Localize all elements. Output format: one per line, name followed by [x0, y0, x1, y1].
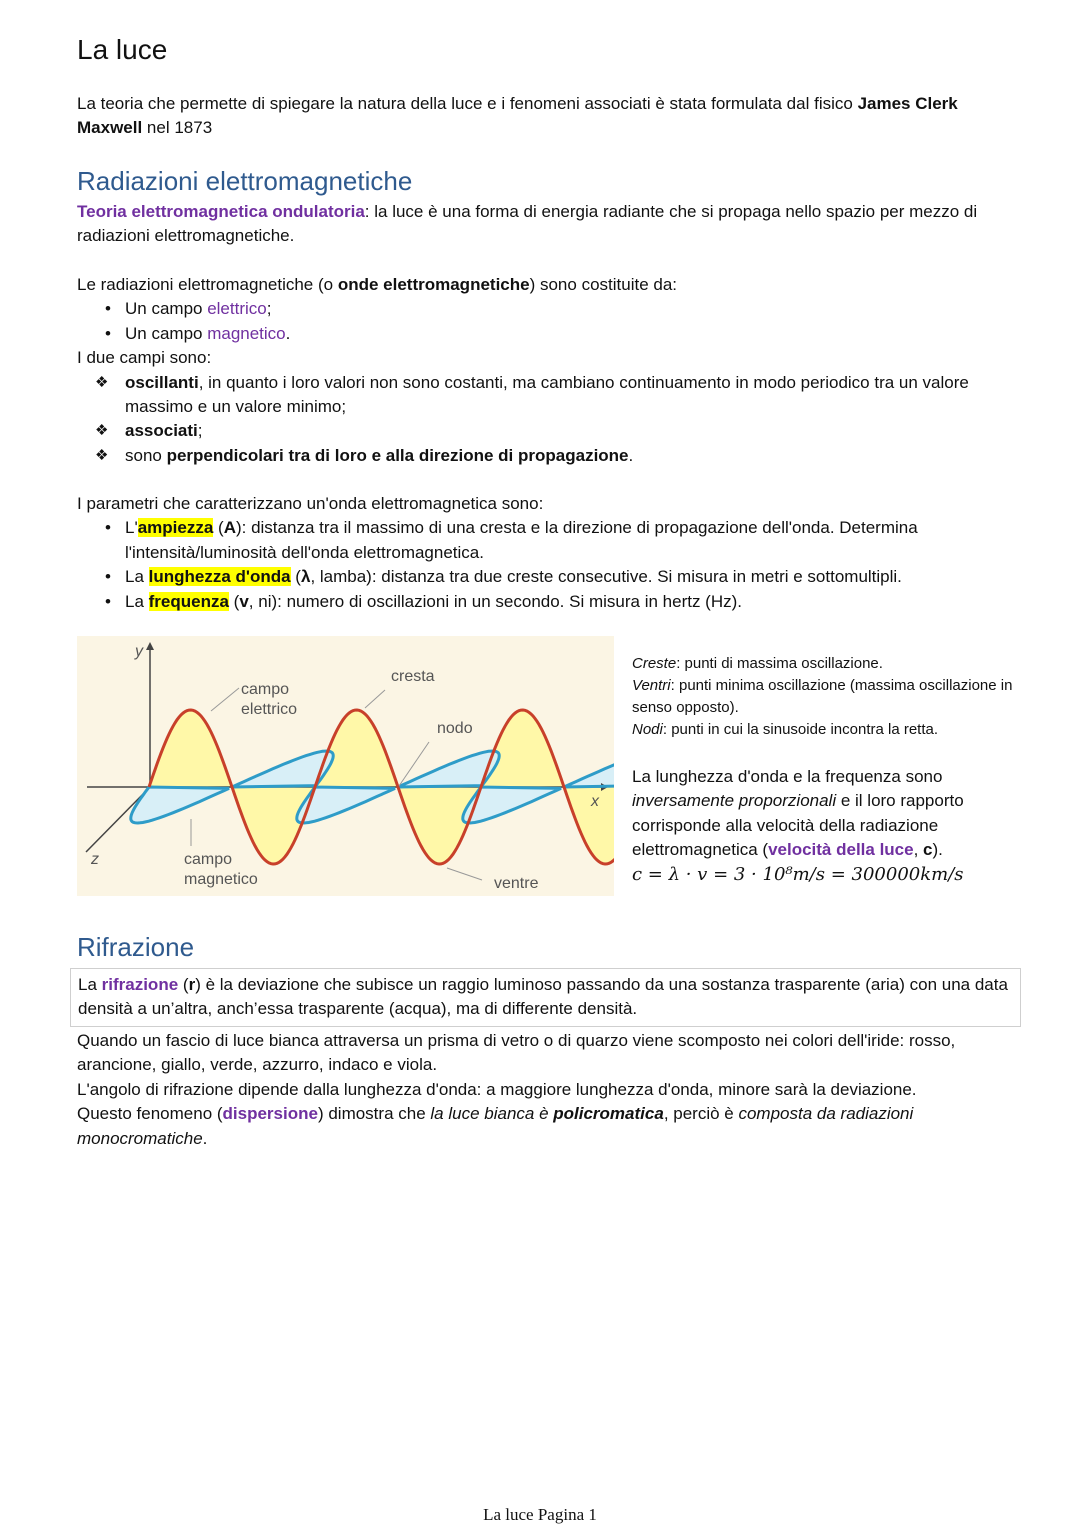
text-segment: ).	[932, 840, 943, 860]
diamond-bullet-icon: ❖	[95, 422, 109, 440]
list-item	[77, 565, 1027, 589]
dispersion-paragraph	[77, 1102, 1027, 1151]
text-segment: ,	[913, 840, 924, 860]
text-segment: Quando un fascio di luce bianca attraversa un prisma di vetro o di quarzo viene scomposto nei colori dell'iride: rosso, arancione, giallo, verde, azzurro, indaco e viola.	[77, 1031, 956, 1075]
text-segment: , ni): numero di oscillazioni in un secondo. Si misura in hertz (Hz).	[248, 591, 742, 611]
wave-definitions	[632, 653, 1032, 741]
speed-of-light-formula: c = λ · v = 3 · 10⁸m/s = 300000km/s	[632, 863, 964, 885]
emphasized-text: oscillanti	[125, 372, 199, 392]
text-segment: ;	[197, 421, 203, 441]
list-item	[77, 371, 1027, 420]
params-block	[77, 492, 1027, 614]
definition-node	[632, 719, 1032, 741]
y-axis-label: y	[135, 643, 143, 660]
bullet-icon: •	[105, 323, 111, 343]
text-segment: La	[125, 567, 149, 587]
text-segment: : la luce è una forma di energia radiante che si propaga nello spazio per mezzo di radiazioni elettromagnetiche.	[77, 202, 978, 246]
text-segment: ) è la deviazione che subisce un raggio luminoso passando da una sostanza trasparente (aria) con una data densità a un’altra, anch’essa trasparente (acqua), ma di differente densità.	[78, 975, 1008, 1019]
emphasized-text: Ventri	[632, 677, 671, 694]
refraction-definition-box	[70, 968, 1021, 1027]
definition-crest	[632, 653, 1032, 675]
text-segment: , lamba): distanza tra due creste consecutive. Si misura in metri e sottomultipli.	[310, 567, 902, 587]
text-segment: (	[228, 591, 240, 611]
emphasized-text: inversamente proporzionali	[632, 791, 837, 811]
emphasized-text: elettrico	[207, 299, 267, 319]
emphasized-text: ampiezza	[137, 518, 214, 538]
intro-paragraph	[77, 92, 1027, 141]
electric-field-label: elettrico	[241, 701, 298, 718]
z-axis-label: z	[91, 851, 99, 868]
section-heading-radiazioni: Radiazioni elettromagnetiche	[77, 166, 413, 196]
bullet-icon: •	[105, 518, 111, 538]
trough-label: ventre	[494, 875, 539, 892]
diamond-bullet-icon: ❖	[95, 373, 109, 391]
emphasized-text: lunghezza d'onda	[148, 567, 291, 587]
page-footer: La luce Pagina 1	[483, 1505, 597, 1524]
emphasized-text: associati	[125, 421, 198, 441]
text-segment: (	[213, 518, 224, 538]
theory-paragraph	[77, 200, 1027, 249]
emphasized-text: perpendicolari tra di loro e alla direzione di propagazione	[166, 445, 629, 465]
text-segment: .	[202, 1128, 208, 1148]
text-segment: Un campo	[125, 323, 208, 343]
emphasized-text: frequenza	[148, 591, 229, 611]
text-segment: ): distanza tra il massimo di una cresta e la direzione di propagazione dell'onda. Determina l'intensità/luminosità dell'onda elettromagnetica.	[125, 518, 918, 562]
text-segment: Questo fenomeno (	[77, 1104, 223, 1124]
bullet-icon: •	[105, 591, 111, 611]
magnetic-field-label: campo	[184, 851, 233, 868]
bullet-icon: •	[105, 567, 111, 587]
angle-paragraph	[77, 1078, 1027, 1102]
fields-intro	[77, 346, 1027, 370]
emphasized-text: velocità della luce	[768, 840, 914, 860]
text-segment: , perciò è	[663, 1104, 739, 1124]
text-segment: Un campo	[125, 299, 208, 319]
section-heading-rifrazione: Rifrazione	[77, 932, 195, 962]
wave-relation	[632, 765, 1032, 887]
text-segment: Le radiazioni elettromagnetiche (o	[77, 275, 338, 294]
list-item	[77, 322, 1027, 346]
fields-block	[77, 273, 1027, 468]
text-segment: L'angolo di rifrazione dipende dalla lunghezza d'onda: a maggiore lunghezza d'onda, minore sarà la deviazione.	[77, 1079, 917, 1099]
text-segment: (	[290, 567, 301, 587]
emphasized-text: A	[223, 518, 236, 538]
x-axis-label: x	[591, 793, 599, 810]
text-segment: .	[285, 323, 291, 343]
text-segment: I parametri che caratterizzano un'onda elettromagnetica sono:	[77, 494, 544, 513]
emphasized-text: Creste	[632, 655, 677, 672]
text-segment: e il loro rapporto corrisponde alla velocità della radiazione elettromagnetica (	[632, 791, 964, 860]
text-segment: : punti minima oscillazione (massima oscillazione in senso opposto).	[632, 677, 1013, 716]
emphasized-text: λ	[300, 567, 311, 587]
emphasized-text: magnetico	[207, 323, 286, 343]
text-segment: nel 1873	[142, 118, 213, 138]
text-segment: I due campi sono:	[77, 348, 212, 368]
text-segment: : punti in cui la sinusoide incontra la retta.	[662, 721, 939, 738]
text-segment: L'	[125, 518, 138, 538]
text-segment: La teoria che permette di spiegare la natura della luce e i fenomeni associati è stata formulata dal fisico	[77, 94, 858, 113]
bullet-icon: •	[105, 299, 111, 319]
node-label: nodo	[437, 720, 473, 737]
emphasized-text: dispersione	[222, 1104, 318, 1124]
electric-field-label: campo	[241, 681, 290, 698]
emphasized-text: v	[239, 591, 249, 611]
emphasized-text: onde elettromagnetiche	[337, 275, 530, 294]
magnetic-field-label: magnetico	[184, 871, 258, 888]
refraction-text	[77, 1029, 1027, 1151]
page-title: La luce	[77, 34, 168, 65]
definition-trough	[632, 675, 1032, 719]
list-item	[77, 590, 1027, 614]
text-segment: La lunghezza d'onda e la frequenza sono	[632, 767, 943, 786]
relation-text	[632, 765, 1032, 863]
text-segment: ) sono costituite da:	[529, 275, 678, 294]
emphasized-text: r	[188, 975, 196, 994]
emphasized-text: composta da radiazioni monocromatiche	[77, 1104, 914, 1148]
params-intro	[77, 492, 1027, 516]
composition-text	[77, 273, 1027, 297]
crest-label: cresta	[391, 668, 435, 685]
em-wave-figure	[77, 636, 614, 896]
text-segment: La	[78, 975, 102, 994]
list-item	[77, 444, 1027, 468]
emphasized-text: Nodi	[632, 721, 663, 738]
text-segment: La	[125, 591, 149, 611]
text-segment: ) dimostra che	[317, 1104, 431, 1124]
emphasized-text: James Clerk Maxwell	[77, 94, 958, 138]
prism-paragraph	[77, 1029, 1027, 1078]
emphasized-text: c	[923, 840, 933, 860]
emphasized-text: Teoria elettromagnetica ondulatoria	[77, 202, 365, 221]
emphasized-text: rifrazione	[101, 975, 179, 994]
text-segment: .	[628, 445, 634, 465]
text-segment: ;	[266, 299, 272, 319]
emphasized-text: la luce bianca è	[430, 1104, 554, 1124]
list-item	[77, 516, 1027, 565]
text-segment: , in quanto i loro valori non sono costanti, ma cambiano continuamento in modo periodico tra un valore massimo e un valore minimo;	[125, 372, 969, 417]
text-segment: : punti di massima oscillazione.	[676, 655, 883, 672]
list-item	[77, 297, 1027, 321]
emphasized-text: policromatica	[553, 1104, 664, 1124]
diamond-bullet-icon: ❖	[95, 446, 109, 464]
text-segment: (	[178, 975, 189, 994]
list-item	[77, 419, 1027, 443]
text-segment: sono	[125, 445, 167, 465]
